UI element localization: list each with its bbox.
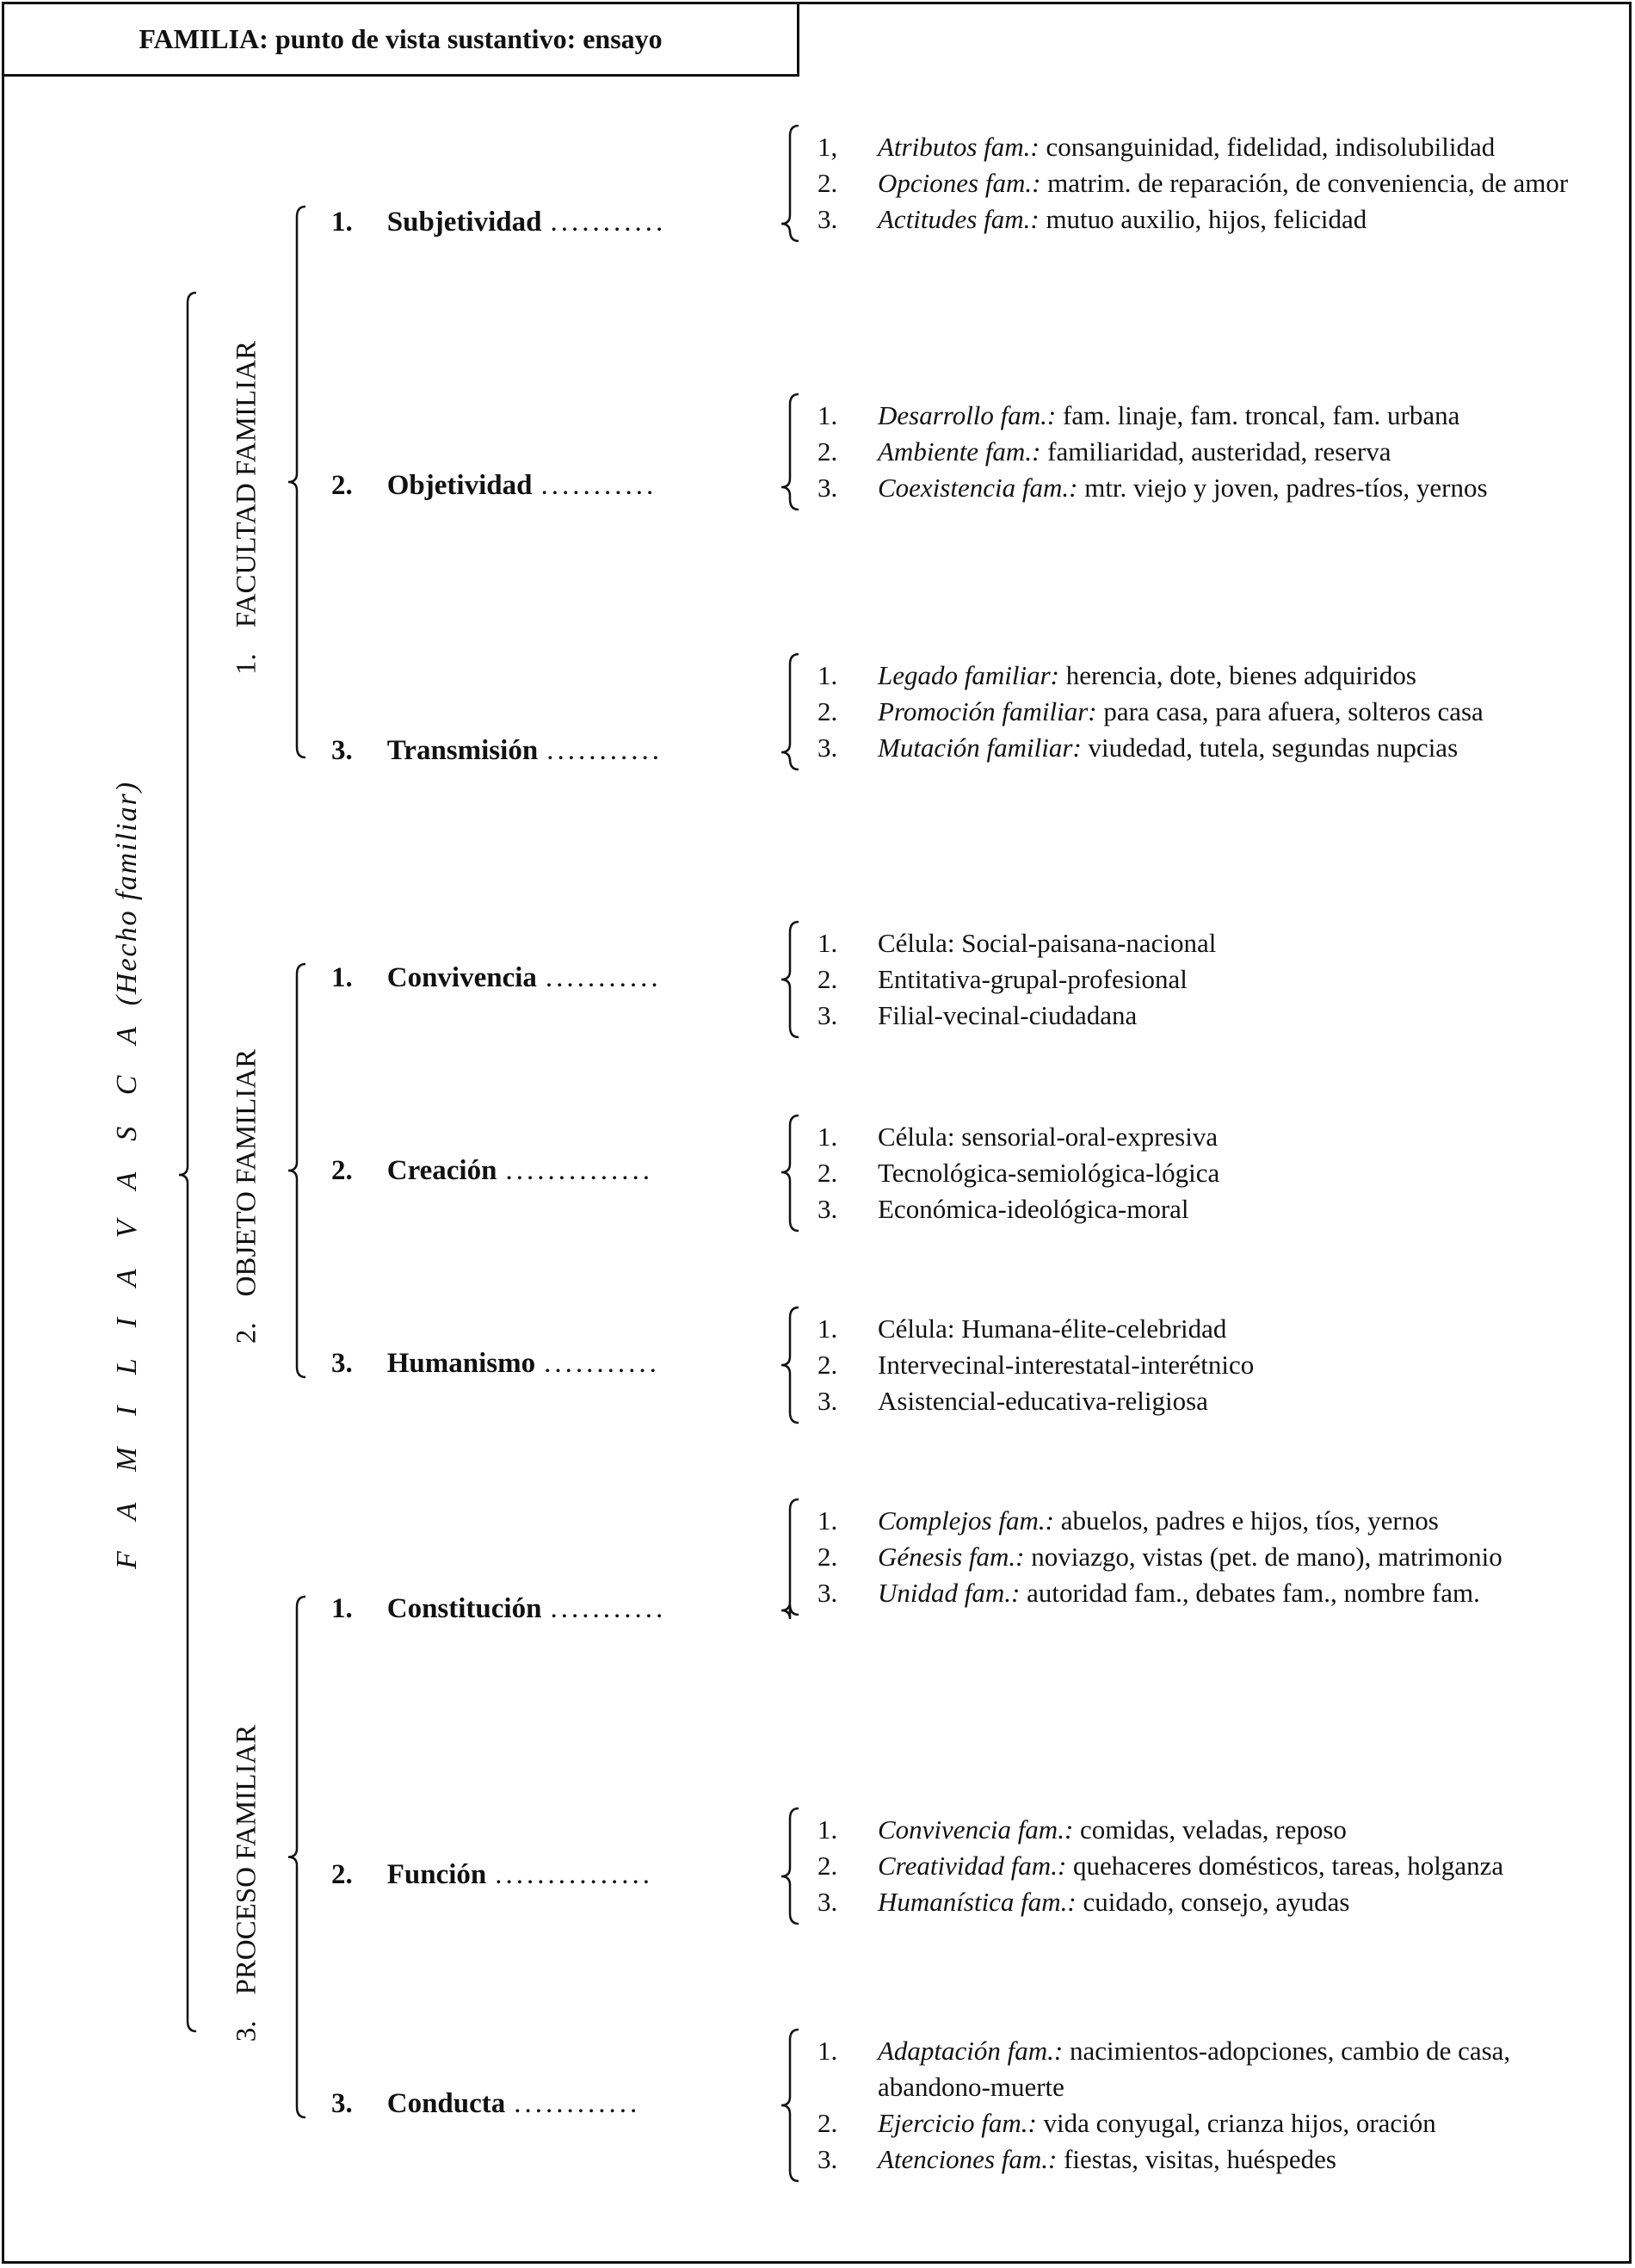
item-body: Intervecinal-interestatal-interétnico	[878, 1350, 1255, 1380]
subcategory-title: Subjetividad	[386, 207, 542, 238]
subcategory-title: Función	[386, 1859, 487, 1890]
subcategory-row	[331, 2088, 640, 2120]
subcategory-row	[331, 735, 663, 767]
subcategory-title: Creación	[386, 1155, 497, 1186]
list-item	[818, 129, 1592, 165]
item-number: 3.	[818, 204, 838, 234]
item-body: consanguinidad, fidelidad, indisolubilidad	[1039, 132, 1496, 162]
item-body: herencia, dote, bienes adquiridos	[1058, 660, 1416, 690]
list-item	[818, 470, 1592, 506]
subcategory-number: 1.	[331, 207, 353, 238]
section-title: FACULTAD FAMILIAR	[231, 341, 262, 628]
item-list	[818, 658, 1592, 766]
subcategory-number: 1.	[331, 962, 353, 993]
list-item	[818, 1155, 1592, 1191]
item-body: cuidado, consejo, ayudas	[1076, 1887, 1350, 1917]
item-heading: Desarrollo fam.:	[878, 400, 1057, 430]
leader-dots: ...........	[550, 1593, 667, 1624]
list-item	[818, 1848, 1592, 1884]
item-text	[878, 470, 1592, 506]
item-number: 1.	[818, 2036, 838, 2066]
leader-dots: ............	[514, 2088, 641, 2119]
item-number: 2.	[818, 1542, 838, 1572]
section-number: 3.	[231, 2020, 262, 2042]
item-heading: Convivencia fam.:	[878, 1814, 1074, 1845]
item-list	[818, 1119, 1592, 1227]
subcategory-title: Humanismo	[386, 1348, 536, 1379]
item-body: comidas, veladas, reposo	[1073, 1814, 1347, 1845]
item-number: 2.	[818, 436, 838, 467]
item-text	[878, 1119, 1592, 1155]
root-label-sub: (Hecho familiar)	[111, 780, 143, 1006]
item-text	[878, 1575, 1592, 1611]
item-heading: Ambiente fam.:	[878, 436, 1041, 467]
item-body: Entitativa-grupal-profesional	[878, 964, 1188, 994]
item-body: mutuo auxilio, hijos, felicidad	[1039, 204, 1367, 234]
item-number: 2.	[818, 1851, 838, 1881]
list-item	[818, 1311, 1592, 1347]
item-number: 2.	[818, 696, 838, 726]
item-body: Célula: sensorial-oral-expresiva	[878, 1122, 1219, 1152]
item-number: 3.	[818, 1887, 838, 1917]
list-item	[818, 1347, 1592, 1383]
leader-dots: ...........	[540, 470, 657, 501]
item-text	[878, 1155, 1592, 1191]
list-item	[818, 1884, 1592, 1920]
item-heading: Coexistencia fam.:	[878, 473, 1078, 503]
item-heading: Génesis fam.:	[878, 1542, 1025, 1572]
leader-dots: ...........	[550, 207, 667, 238]
item-heading: Atenciones fam.:	[878, 2144, 1058, 2174]
item-number: 2.	[818, 2108, 838, 2138]
subcategory-number: 3.	[331, 2088, 353, 2119]
root-label	[111, 781, 144, 1569]
list-item	[818, 1191, 1592, 1227]
item-list	[818, 1503, 1592, 1611]
item-heading: Actitudes fam.:	[878, 204, 1040, 234]
list-item	[818, 925, 1592, 961]
list-item	[818, 434, 1592, 470]
item-number: 1.	[818, 660, 838, 690]
subcategory-row	[331, 470, 657, 502]
item-heading: Legado familiar:	[878, 660, 1059, 690]
item-body: nacimientos-adopciones, cambio de casa, abandono-muerte	[878, 2036, 1511, 2102]
item-text	[878, 2105, 1592, 2141]
item-body: matrim. de reparación, de conveniencia, de amor	[1040, 168, 1569, 198]
item-body: Célula: Humana-élite-celebridad	[878, 1313, 1227, 1344]
item-heading: Unidad fam.:	[878, 1578, 1021, 1608]
item-body: vida conyugal, crianza hijos, oración	[1036, 2108, 1436, 2138]
item-body: quehaceres domésticos, tareas, holganza	[1066, 1851, 1504, 1881]
item-body: Filial-vecinal-ciudadana	[878, 1000, 1138, 1030]
item-number: 1.	[818, 1814, 838, 1845]
section-title: PROCESO FAMILIAR	[231, 1724, 262, 1995]
item-number: 1.	[818, 1313, 838, 1344]
list-item	[818, 1383, 1592, 1419]
item-body: autoridad fam., debates fam., nombre fam.	[1020, 1578, 1480, 1608]
item-text	[878, 1311, 1592, 1347]
subcategory-title: Convivencia	[386, 962, 537, 993]
item-number: 2.	[818, 168, 838, 198]
list-item	[818, 1539, 1592, 1575]
leader-dots: ...........	[546, 735, 663, 766]
subcategory-number: 1.	[331, 1593, 353, 1624]
item-text	[878, 1539, 1592, 1575]
item-number: 3.	[818, 1386, 838, 1416]
item-number: 3.	[818, 473, 838, 503]
item-number: 2.	[818, 964, 838, 994]
list-item	[818, 2105, 1592, 2141]
item-number: 3.	[818, 2144, 838, 2174]
item-number: 3.	[818, 732, 838, 763]
item-number: 1.	[818, 928, 838, 958]
item-body: abuelos, padres e hijos, tíos, yernos	[1053, 1505, 1439, 1536]
leader-dots: ...............	[495, 1859, 654, 1890]
section-title: OBJETO FAMILIAR	[231, 1048, 262, 1297]
item-text	[878, 2033, 1592, 2105]
item-body: Asistencial-educativa-religiosa	[878, 1386, 1208, 1416]
item-text	[878, 398, 1592, 434]
subcategory-number: 3.	[331, 735, 353, 766]
item-number: 3.	[818, 1000, 838, 1030]
item-heading: Complejos fam.:	[878, 1505, 1054, 1536]
subcategory-number: 2.	[331, 1155, 353, 1186]
item-number: 1.	[818, 400, 838, 430]
item-list	[818, 1311, 1592, 1419]
list-item	[818, 2033, 1592, 2105]
item-list	[818, 2033, 1592, 2178]
leader-dots: ..............	[505, 1155, 653, 1186]
item-heading: Opciones fam.:	[878, 168, 1041, 198]
item-list	[818, 925, 1592, 1034]
item-text	[878, 1347, 1592, 1383]
subcategory-row	[331, 962, 662, 994]
list-item	[818, 1575, 1592, 1611]
item-text	[878, 201, 1592, 238]
subcategory-number: 3.	[331, 1348, 353, 1379]
item-text	[878, 1503, 1592, 1539]
item-number: 2.	[818, 1350, 838, 1380]
item-list	[818, 398, 1592, 506]
section-label	[231, 341, 263, 675]
diagram-title-text: FAMILIA: punto de vista sustantivo: ensayo	[139, 23, 663, 54]
item-heading: Humanística fam.:	[878, 1887, 1077, 1917]
list-item	[818, 2141, 1592, 2178]
item-number: 3.	[818, 1578, 838, 1608]
section-label	[231, 1049, 263, 1344]
item-heading: Ejercicio fam.:	[878, 2108, 1037, 2138]
item-text	[878, 165, 1592, 201]
item-text	[878, 1191, 1592, 1227]
item-heading: Promoción familiar:	[878, 696, 1097, 726]
item-heading: Atributos fam.:	[878, 132, 1040, 162]
list-item	[818, 1503, 1592, 1539]
item-body: noviazgo, vistas (pet. de mano), matrimonio	[1024, 1542, 1502, 1572]
list-item	[818, 201, 1592, 238]
item-text	[878, 730, 1592, 766]
list-item	[818, 998, 1592, 1034]
item-body: Económica-ideológica-moral	[878, 1194, 1189, 1224]
item-number: 1.	[818, 1505, 838, 1536]
subcategory-title: Transmisión	[386, 735, 539, 766]
subcategory-title: Conducta	[386, 2088, 506, 2119]
item-text	[878, 1812, 1592, 1848]
subcategory-title: Objetividad	[386, 470, 533, 501]
item-body: fam. linaje, fam. troncal, fam. urbana	[1056, 400, 1460, 430]
item-text	[878, 658, 1592, 694]
item-number: 1.	[818, 1122, 838, 1152]
list-item	[818, 694, 1592, 730]
item-list	[818, 129, 1592, 238]
item-number: 1,	[818, 132, 838, 162]
list-item	[818, 730, 1592, 766]
item-heading: Mutación familiar:	[878, 732, 1082, 763]
item-body: viudedad, tutela, segundas nupcias	[1081, 732, 1459, 763]
leader-dots: ...........	[544, 1348, 660, 1379]
item-text	[878, 925, 1592, 961]
list-item	[818, 1119, 1592, 1155]
item-body: familiaridad, austeridad, reserva	[1040, 436, 1391, 467]
subcategory-row	[331, 1348, 660, 1380]
section-number: 1.	[231, 653, 262, 675]
item-text	[878, 129, 1592, 165]
subcategory-row	[331, 1155, 653, 1187]
root-label-main: F A M I L I A V A S C A	[111, 1014, 143, 1570]
item-body: Célula: Social-paisana-nacional	[878, 928, 1217, 958]
list-item	[818, 961, 1592, 998]
item-text	[878, 1884, 1592, 1920]
subcategory-title: Constitución	[386, 1593, 542, 1624]
item-body: para casa, para afuera, solteros casa	[1096, 696, 1484, 726]
leader-dots: ...........	[545, 962, 662, 993]
item-text	[878, 434, 1592, 470]
item-number: 3.	[818, 1194, 838, 1224]
item-text	[878, 961, 1592, 998]
item-text	[878, 2141, 1592, 2178]
section-number: 2.	[231, 1322, 262, 1344]
item-text	[878, 1848, 1592, 1884]
item-body: mtr. viejo y joven, padres-tíos, yernos	[1077, 473, 1488, 503]
subcategory-row	[331, 207, 666, 238]
item-body: fiestas, visitas, huéspedes	[1057, 2144, 1336, 2174]
item-text	[878, 694, 1592, 730]
item-text	[878, 998, 1592, 1034]
item-heading: Adaptación fam.:	[878, 2036, 1064, 2066]
item-body: Tecnológica-semiológica-lógica	[878, 1158, 1220, 1188]
subcategory-row	[331, 1859, 653, 1891]
subcategory-row	[331, 1593, 666, 1625]
list-item	[818, 165, 1592, 201]
subcategory-number: 2.	[331, 470, 353, 501]
section-label	[231, 1724, 263, 2042]
item-list	[818, 1812, 1592, 1920]
subcategory-number: 2.	[331, 1859, 353, 1890]
list-item	[818, 398, 1592, 434]
item-number: 2.	[818, 1158, 838, 1188]
list-item	[818, 658, 1592, 694]
item-heading: Creatividad fam.:	[878, 1851, 1067, 1881]
item-text	[878, 1383, 1592, 1419]
list-item	[818, 1812, 1592, 1848]
